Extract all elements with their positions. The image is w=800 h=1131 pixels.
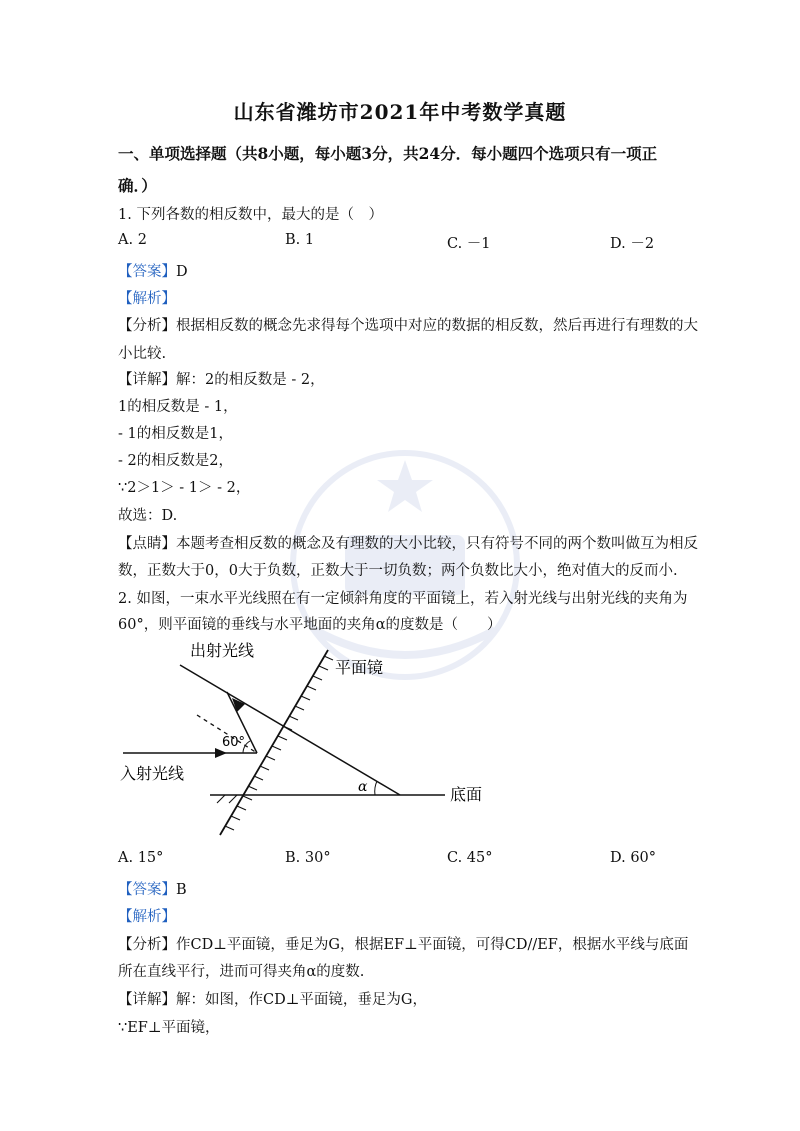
answer-tag: 【答案】 [118, 264, 176, 280]
q1-detail-3: - 1的相反数是1， [118, 426, 233, 442]
q2-detail-2: ∵EF⊥平面镜， [118, 1020, 220, 1036]
q1-answer [118, 260, 188, 281]
q2-fenxi-cont: 所在直线平行，进而可得夹角α的度数. [118, 964, 365, 980]
answer-tag: 【答案】 [118, 882, 176, 898]
q1-option-c: C. －1 [447, 236, 491, 252]
q2-answer [118, 878, 187, 899]
q2-stem: 2. 如图，一束水平光线照在有一定倾斜角度的平面镜上，若入射光线与出射光线的夹角为 [118, 591, 688, 607]
label-out-ray: 出射光线 [190, 641, 255, 660]
q1-dianjing-cont: 数，正数大于0，0大于负数，正数大于一切负数；两个负数比大小，绝对值大的反而小. [118, 563, 678, 579]
label-in-ray: 入射光线 [120, 764, 185, 783]
q1-detail-2: 1的相反数是 - 1， [118, 399, 238, 415]
q1-option-b: B. 1 [285, 232, 315, 248]
q1-dianjing [118, 532, 698, 553]
section-heading: 一、单项选择题（共8小题，每小题3分，共24分．每小题四个选项只有一项正确．） [118, 144, 658, 195]
q1-detail-4: - 2的相反数是2， [118, 453, 233, 469]
q1-fenxi-cont: 小比较. [118, 346, 167, 362]
q2-option-a: A. 15° [118, 850, 164, 866]
q1-option-d: D. －2 [610, 236, 655, 252]
q2-fenxi [118, 933, 688, 954]
q2-stem-cont: 60°，则平面镜的垂线与水平地面的夹角α的度数是（ ） [118, 617, 502, 633]
fenxi-text: 根据相反数的概念先求得每个选项中对应的数据的相反数，然后再进行有理数的大 [176, 318, 698, 334]
ground-hatch [217, 795, 237, 803]
detail-tag: 【详解】 [118, 992, 176, 1008]
alpha-arc [375, 781, 377, 795]
q1-stem: 1. 下列各数的相反数中，最大的是（ ） [118, 207, 383, 223]
q2-analysis-tag: 【解析】 [118, 909, 176, 925]
q2-detail [118, 988, 427, 1009]
label-angle: 60° [222, 735, 246, 750]
detail-tag: 【详解】 [118, 372, 176, 388]
q2-option-d: D. 60° [610, 850, 657, 866]
answer-value: B [176, 882, 187, 898]
label-mirror: 平面镜 [335, 658, 384, 677]
detail-text: 解：2的相反数是 - 2， [176, 372, 325, 388]
fenxi-tag: 【分析】 [118, 937, 176, 953]
label-alpha: α [358, 779, 368, 795]
dianjing-tag: 【点睛】 [118, 536, 176, 552]
q2-option-b: B. 30° [285, 850, 331, 866]
normal-line [180, 665, 400, 795]
q1-detail-5: ∵2＞1＞ - 1＞ - 2， [118, 480, 251, 496]
label-ground: 底面 [450, 785, 483, 804]
q1-detail [118, 368, 325, 389]
page-title: 山东省潍坊市2021年中考数学真题 [233, 100, 567, 124]
dianjing-text: 本题考查相反数的概念及有理数的大小比较，只有符号不同的两个数叫做互为相反 [176, 536, 698, 552]
q1-detail-6: 故选：D. [118, 508, 178, 524]
q1-analysis-tag: 【解析】 [118, 291, 176, 307]
q1-option-a: A. 2 [118, 232, 147, 248]
answer-value: D [176, 264, 188, 280]
q2-option-c: C. 45° [447, 850, 493, 866]
mirror-diagram [115, 640, 495, 845]
detail-text: 解：如图，作CD⊥平面镜，垂足为G， [176, 992, 427, 1008]
fenxi-text: 作CD⊥平面镜，垂足为G，根据EF⊥平面镜，可得CD//EF，根据水平线与底面 [176, 937, 689, 953]
fenxi-tag: 【分析】 [118, 318, 176, 334]
q1-fenxi [118, 314, 698, 335]
